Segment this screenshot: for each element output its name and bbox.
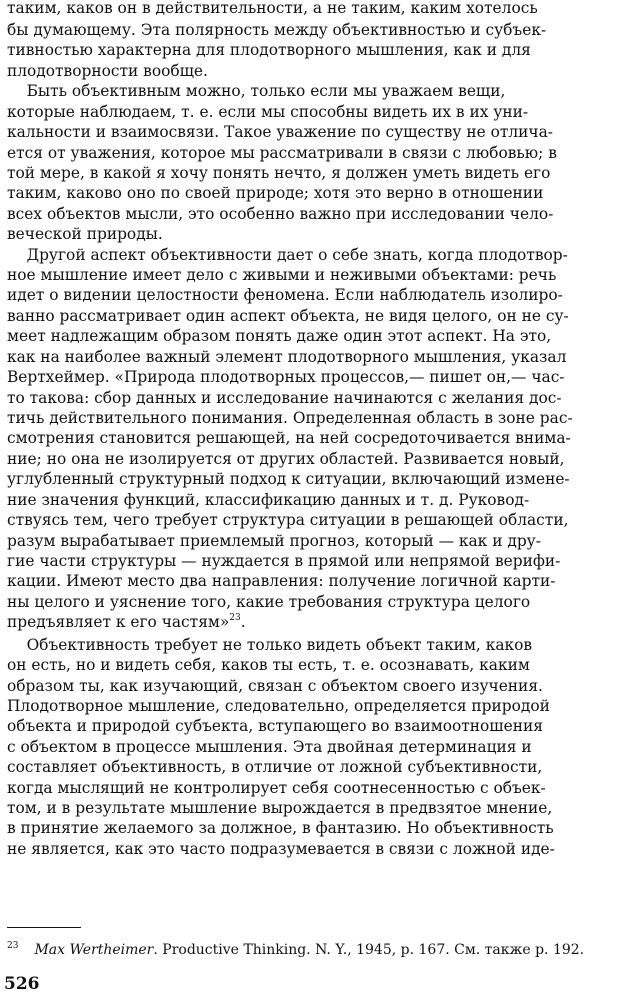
text-line: Вертхеймер. «Природа плодотворных процессов,— пишет он,— час- — [7, 368, 565, 387]
text-line: Плодотворное мышление, следовательно, определяется природой — [7, 696, 550, 715]
text-line: кации. Имеют место два направления: получение логичной карти- — [7, 572, 556, 591]
text-line: в принятие желаемого за должное, в фантазию. Но объективность — [7, 819, 554, 838]
text-line: веческой природы. — [7, 225, 163, 244]
text-line: Объективность требует не только видеть объект таким, каков — [7, 635, 533, 654]
text-line: образом ты, как изучающий, связан с объектом своего изучения. — [7, 676, 543, 695]
text-line: углубленный структурный подход к ситуации, включающий измене- — [7, 470, 570, 489]
quote-end-punctuation: . — [240, 613, 246, 632]
text-line: он есть, но и видеть себя, каков ты есть, т. е. осознавать, каким — [7, 656, 530, 675]
text-line: таким, каково оно по своей природе; хотя это верно в отношении — [7, 184, 544, 203]
text-line-quote-end — [7, 612, 614, 632]
footnote — [7, 937, 584, 959]
text-line: плодотворности вообще. — [7, 61, 208, 80]
text-line: ние значения функций, классификацию данных и т. д. Руковод- — [7, 490, 530, 509]
text-line: ние; но она не изолируется от других областей. Развивается новый, — [7, 449, 565, 468]
text-line: смотрения становится решающей, на ней сосредоточивается внима- — [7, 429, 571, 448]
page-number: 526 — [4, 974, 40, 994]
text-line: гие части структуры — нуждается в прямой или непрямой верифи- — [7, 551, 561, 570]
text-line: таким, каков он в действительности, а не таким, каким хотелось — [7, 0, 538, 17]
text-line: меет надлежащим образом понять даже один этот аспект. На это, — [7, 327, 552, 346]
quote-end-text: предъявляет к его частям» — [7, 613, 230, 632]
text-line: тичь действительного понимания. Определенная область в зоне рас- — [7, 409, 573, 428]
text-line: тивностью характерна для плодотворного мышления, как и для — [7, 41, 531, 60]
text-line: том, и в результате мышление вырождается в предвзятое мнение, — [7, 799, 553, 818]
text-line: ны целого и уяснение того, какие требования структура целого — [7, 592, 531, 611]
text-line: Быть объективным можно, только если мы уважаем вещи, — [7, 82, 506, 101]
text-line: как на наиболее важный элемент плодотворного мышления, указал — [7, 347, 567, 366]
main-text — [7, 0, 614, 859]
text-line: разум вырабатывает приемлемый прогноз, который — как и дру- — [7, 531, 541, 550]
text-line: Другой аспект объективности дает о себе знать, когда плодотвор- — [7, 245, 568, 264]
text-line: ется от уважения, которое мы рассматривали в связи с любовью; в — [7, 143, 557, 162]
text-line: которые наблюдаем, т. е. если мы способны видеть их в их уни- — [7, 102, 529, 121]
text-line: когда мыслящий не контролирует себя соотнесенностью с объек- — [7, 778, 546, 797]
text-line: составляет объективность, в отличие от ложной субъективности, — [7, 758, 543, 777]
text-line: ствуясь тем, чего требует структура ситуации в решающей области, — [7, 511, 569, 530]
text-line: ванно рассматривает один аспект объекта, не видя целого, он не су- — [7, 306, 569, 325]
footnote-text: . Productive Thinking. N. Y., 1945, p. 167. См. также р. 192. — [153, 942, 585, 958]
text-line: объекта и природой субъекта, вступающего во взаимоотношения — [7, 717, 543, 736]
footnote-reference: 23 — [229, 613, 241, 624]
text-line: кальности и взаимосвязи. Такое уважение по существу не отлича- — [7, 123, 553, 142]
text-line: всех объектов мысли, это особенно важно при исследовании чело- — [7, 204, 554, 223]
footnote-divider — [7, 927, 81, 928]
text-line: то такова: сбор данных и исследование начинаются с желания дос- — [7, 388, 562, 407]
text-line: не является, как это часто подразумевается в связи с ложной иде- — [7, 839, 555, 858]
footnote-number: 23 — [7, 941, 19, 951]
footnote-author: Max Wertheimer — [34, 942, 154, 958]
text-line: с объектом в процессе мышления. Эта двойная детерминация и — [7, 737, 532, 756]
text-line: идет о видении целостности феномена. Если наблюдатель изолиро- — [7, 286, 563, 305]
text-line: ное мышление имеет дело с живыми и неживыми объектами: речь — [7, 266, 557, 285]
text-line: бы думающему. Эта полярность между объективностью и субъек- — [7, 21, 547, 39]
text-line: той мере, в какой я хочу понять нечто, я должен уметь видеть его — [7, 163, 551, 182]
